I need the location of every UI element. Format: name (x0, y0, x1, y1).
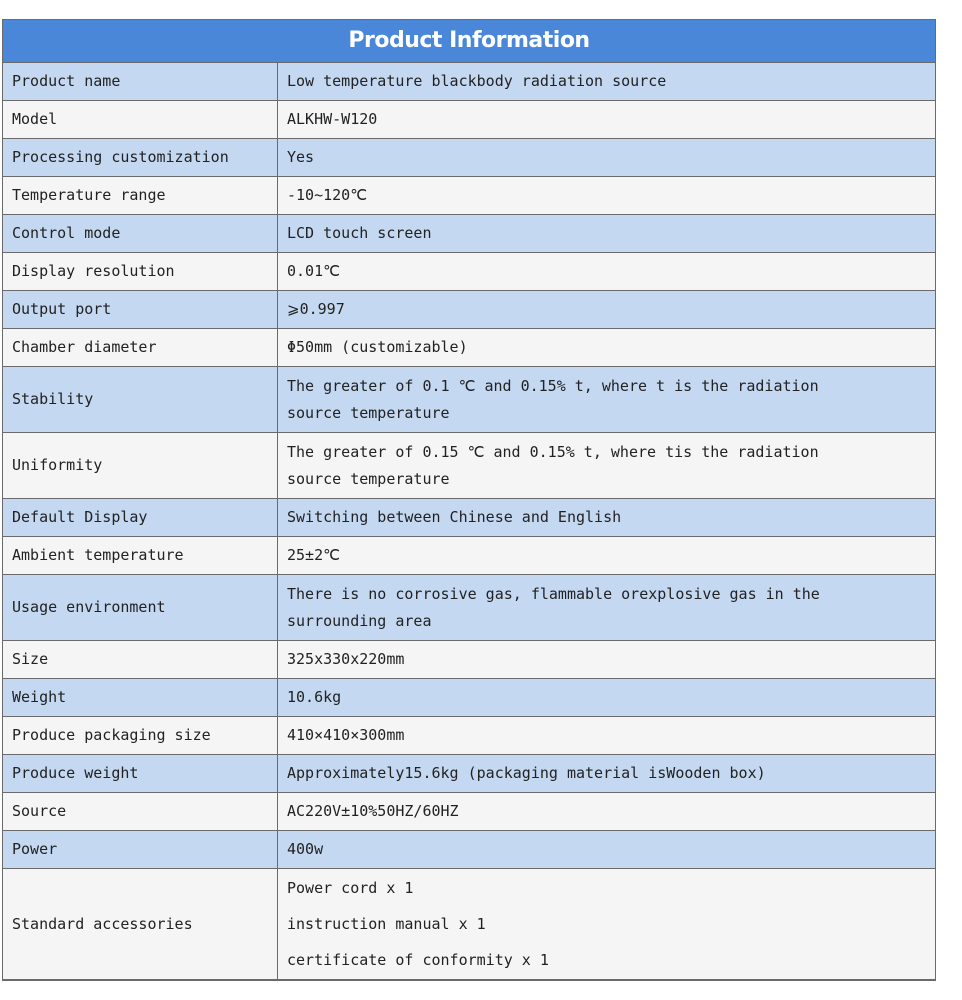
table-row (3, 329, 935, 367)
row-value: LCD touch screen (278, 215, 936, 253)
accessory-item: instruction manual x 1 (287, 915, 486, 933)
row-label: Output port (3, 291, 278, 329)
row-label: Source (3, 793, 278, 831)
row-value-line: The greater of 0.1 ℃ and 0.15% t, where t is the radiation (287, 376, 819, 395)
row-value: Φ50mm (customizable) (278, 329, 936, 367)
row-label: Power (3, 831, 278, 869)
row-label: Produce weight (3, 755, 278, 793)
spec-table (3, 63, 935, 980)
table-row (3, 537, 935, 575)
table-row (3, 575, 935, 641)
row-label: Ambient temperature (3, 537, 278, 575)
row-value (278, 869, 936, 980)
product-info-table-frame (2, 19, 936, 981)
table-row (3, 139, 935, 177)
row-value: Approximately15.6kg (packaging material isWooden box) (278, 755, 936, 793)
table-row (3, 793, 935, 831)
table-row (3, 641, 935, 679)
table-row (3, 253, 935, 291)
row-label: Temperature range (3, 177, 278, 215)
row-value-line: The greater of 0.15 ℃ and 0.15% t, where tis the radiation (287, 442, 819, 461)
accessory-item: certificate of conformity x 1 (287, 951, 549, 969)
row-label: Usage environment (3, 575, 278, 641)
row-value: 10.6kg (278, 679, 936, 717)
row-label: Uniformity (3, 433, 278, 499)
row-label: Control mode (3, 215, 278, 253)
table-row (3, 433, 935, 499)
table-row (3, 717, 935, 755)
row-label: Stability (3, 367, 278, 433)
row-value: 25±2℃ (278, 537, 936, 575)
row-value: -10~120℃ (278, 177, 936, 215)
row-value: Low temperature blackbody radiation source (278, 63, 936, 101)
row-label: Size (3, 641, 278, 679)
table-row (3, 831, 935, 869)
row-value (278, 575, 936, 641)
table-title: Product Information (3, 20, 935, 63)
row-value: AC220V±10%50HZ/60HZ (278, 793, 936, 831)
row-label: Default Display (3, 499, 278, 537)
row-value (278, 433, 936, 499)
row-label: Model (3, 101, 278, 139)
row-label: Display resolution (3, 253, 278, 291)
table-row (3, 755, 935, 793)
table-row (3, 499, 935, 537)
accessory-item: Power cord x 1 (287, 879, 414, 897)
table-row (3, 177, 935, 215)
row-value: 410×410×300mm (278, 717, 936, 755)
table-row (3, 367, 935, 433)
row-value: 325x330x220mm (278, 641, 936, 679)
row-value: Yes (278, 139, 936, 177)
row-value-line: There is no corrosive gas, flammable orexplosive gas in the (287, 584, 820, 603)
row-value (278, 367, 936, 433)
table-row (3, 679, 935, 717)
row-value-line: source temperature (287, 403, 450, 422)
row-value: ⩾0.997 (278, 291, 936, 329)
row-value-line: surrounding area (287, 611, 432, 630)
row-label: Processing customization (3, 139, 278, 177)
table-row (3, 101, 935, 139)
row-value-line: source temperature (287, 469, 450, 488)
row-label: Product name (3, 63, 278, 101)
row-label: Weight (3, 679, 278, 717)
row-label: Standard accessories (3, 869, 278, 980)
row-label: Produce packaging size (3, 717, 278, 755)
table-row (3, 63, 935, 101)
row-value: 0.01℃ (278, 253, 936, 291)
row-value: 400w (278, 831, 936, 869)
row-label: Chamber diameter (3, 329, 278, 367)
table-row (3, 215, 935, 253)
row-value: ALKHW-W120 (278, 101, 936, 139)
table-row (3, 291, 935, 329)
table-row (3, 869, 935, 980)
row-value: Switching between Chinese and English (278, 499, 936, 537)
